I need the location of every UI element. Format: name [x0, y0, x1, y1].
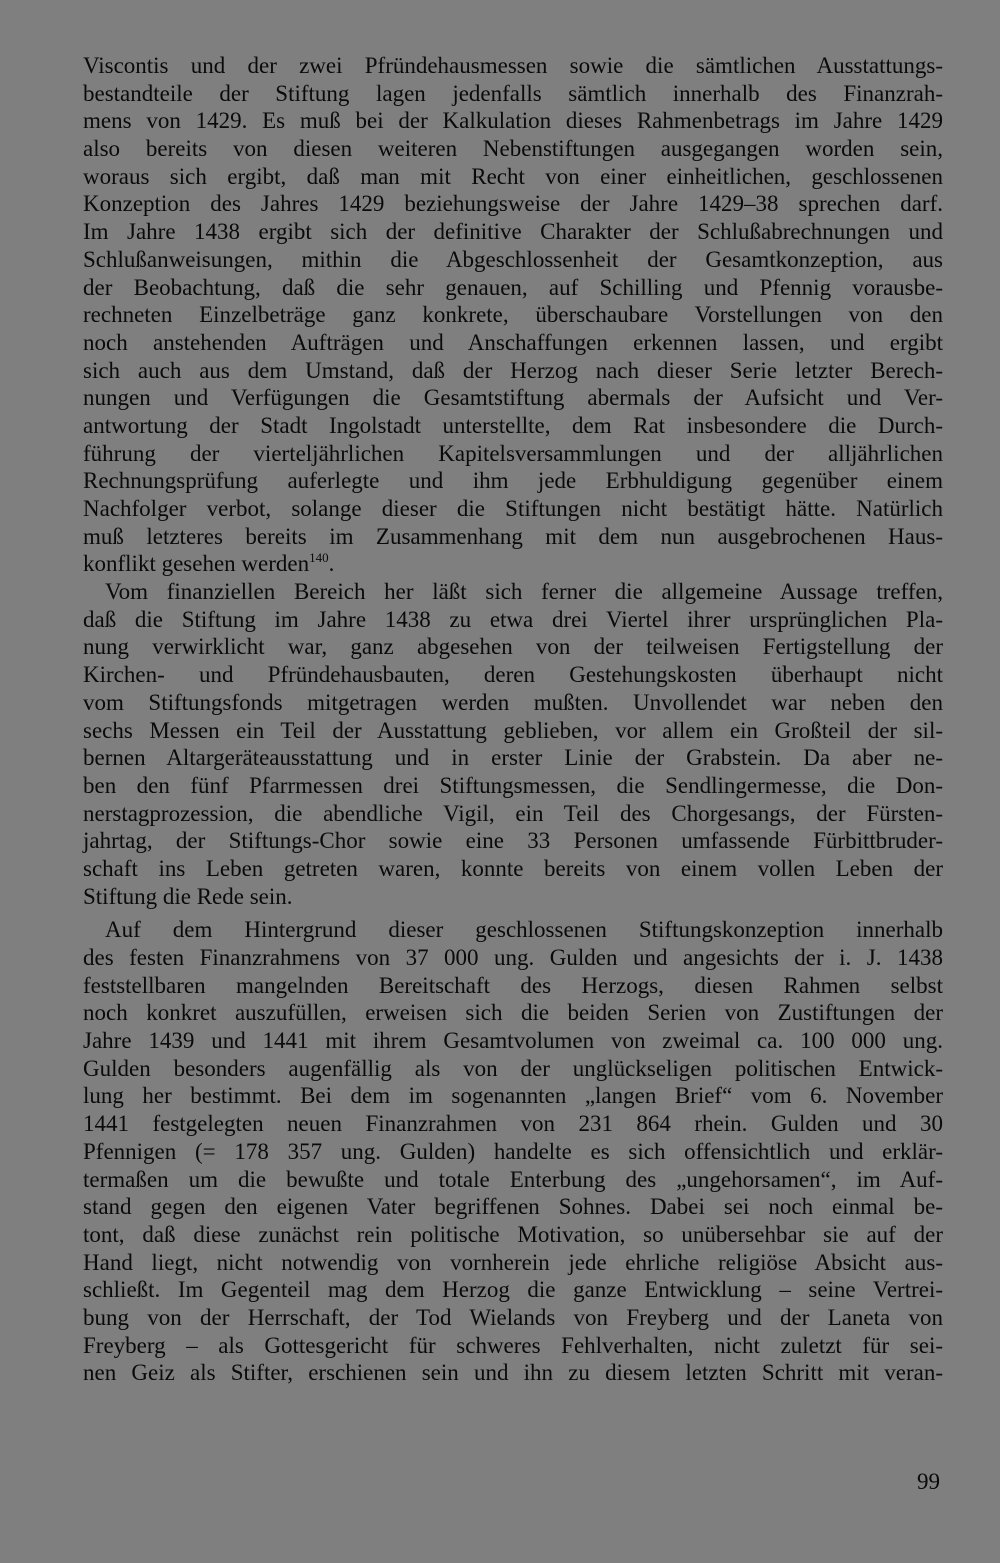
text-line: noch anstehenden Aufträgen und Anschaffungen erkennen lassen, und ergibt: [83, 329, 943, 355]
text-line: woraus sich ergibt, daß man mit Recht von einer einheitlichen, geschlossenen: [83, 163, 943, 189]
text-line: noch konkret auszufüllen, erweisen sich die beiden Serien von Zustiftungen der: [83, 1000, 943, 1026]
text-line: Im Jahre 1438 ergibt sich der definitive Charakter der Schlußabrechnungen und: [83, 219, 943, 245]
text-fragment: .: [328, 551, 335, 577]
text-line: also bereits von diesen weiteren Nebenstiftungen ausgegangen worden sein,: [83, 136, 943, 162]
text-line: schaft ins Leben getreten waren, konnte bereits von einem vollen Leben der: [83, 855, 943, 881]
text-line: muß letzteres bereits im Zusammenhang mit dem nun ausgebrochenen Haus-: [83, 523, 943, 549]
text-line: termaßen um die bewußte und totale Enterbung des „ungehorsamen“, im Auf-: [83, 1166, 943, 1192]
text-line: nerstagprozession, die abendliche Vigil, ein Teil des Chorgesangs, der Fürsten-: [83, 800, 943, 826]
page-body: [83, 52, 943, 1387]
text-line: stand gegen den eigenen Vater begriffenen Sohnes. Dabei sei noch einmal be-: [83, 1194, 943, 1220]
text-line: vom Stiftungsfonds mitgetragen werden mußten. Unvollendet war neben den: [83, 689, 943, 715]
text-line: feststellbaren mangelnden Bereitschaft des Herzogs, diesen Rahmen selbst: [83, 972, 943, 998]
text-line: sich auch aus dem Umstand, daß der Herzog nach dieser Serie letzter Berech-: [83, 357, 943, 383]
text-line: führung der vierteljährlichen Kapitelsversammlungen und der alljährlichen: [83, 440, 943, 466]
page-number: 99: [917, 1469, 940, 1494]
text-line: der Beobachtung, daß die sehr genauen, auf Schilling und Pfennig vorausbe-: [83, 274, 943, 300]
paragraph-2: [83, 578, 943, 910]
text-line: bung von der Herrschaft, der Tod Wielands von Freyberg und der Laneta von: [83, 1304, 943, 1330]
text-line: des festen Finanzrahmens von 37 000 ung. Gulden und angesichts der i. J. 1438: [83, 945, 943, 970]
text-line: tont, daß diese zunächst rein politische Motivation, so unübersehbar sie auf der: [83, 1221, 943, 1247]
text-line: Rechnungsprüfung auferlegte und ihm jede Erbhuldigung gegenüber einem: [83, 468, 943, 494]
text-line: bestandteile der Stiftung lagen jedenfalls sämtlich innerhalb des Finanzrah-: [83, 80, 943, 106]
text-line: rechneten Einzelbeträge ganz konkrete, überschaubare Vorstellungen von den: [83, 302, 943, 328]
text-line: ben den fünf Pfarrmessen drei Stiftungsmessen, die Sendlingermesse, die Don-: [83, 772, 943, 798]
text-line: mens von 1429. Es muß bei der Kalkulation dieses Rahmenbetrags im Jahre 1429: [83, 108, 943, 134]
text-line: sechs Messen ein Teil der Ausstattung geblieben, vor allem ein Großteil der sil-: [83, 717, 943, 743]
text-line: 1441 festgelegten neuen Finanzrahmen von 231 864 rhein. Gulden und 30: [83, 1111, 943, 1137]
text-fragment: konflikt gesehen werden: [83, 551, 310, 577]
text-line: Viscontis und der zwei Pfründehausmessen sowie die sämtlichen Ausstattungs-: [83, 53, 943, 78]
text-line: Vom finanziellen Bereich her läßt sich ferner die allgemeine Aussage treffen,: [105, 579, 943, 605]
text-line-last: [83, 550, 943, 578]
text-line: schließt. Im Gegenteil mag dem Herzog die ganze Entwicklung – seine Vertrei-: [83, 1277, 943, 1303]
text-line: Pfennigen (= 178 357 ung. Gulden) handelte es sich offensichtlich und erklär-: [83, 1138, 943, 1164]
text-line: Gulden besonders augenfällig als von der unglückseligen politischen Entwick-: [83, 1055, 943, 1081]
text-line: nen Geiz als Stifter, erschienen sein und ihn zu diesem letzten Schritt mit veran-: [83, 1360, 943, 1386]
text-line: daß die Stiftung im Jahre 1438 zu etwa drei Viertel ihrer ursprünglichen Pla-: [83, 606, 943, 632]
text-line: bernen Altargeräteausstattung und in erster Linie der Grabstein. Da aber ne-: [83, 745, 943, 771]
text-line: Hand liegt, nicht notwendig von vornherein jede ehrliche religiöse Absicht aus-: [83, 1249, 943, 1275]
text-line: nung verwirklicht war, ganz abgesehen von der teilweisen Fertigstellung der: [83, 634, 943, 660]
text-line: Auf dem Hintergrund dieser geschlossenen Stiftungskonzeption innerhalb: [105, 917, 943, 943]
text-line: lung her bestimmt. Bei dem im sogenannten „langen Brief“ vom 6. November: [83, 1083, 943, 1109]
text-line: jahrtag, der Stiftungs-Chor sowie eine 33 Personen umfassende Fürbittbruder-: [83, 828, 943, 854]
footnote-marker[interactable]: 140: [309, 550, 329, 566]
text-line: Freyberg – als Gottesgericht für schweres Fehlverhalten, nicht zuletzt für sei-: [83, 1332, 943, 1358]
text-line-last: Stiftung die Rede sein.: [83, 883, 293, 909]
text-line: Kirchen- und Pfründehausbauten, deren Gestehungskosten überhaupt nicht: [83, 662, 943, 688]
text-line: Jahre 1439 und 1441 mit ihrem Gesamtvolumen von zweimal ca. 100 000 ung.: [83, 1028, 943, 1054]
text-line: Nachfolger verbot, solange dieser die Stiftungen nicht bestätigt hätte. Natürlich: [83, 496, 943, 521]
paragraph-1: [83, 52, 943, 578]
paragraph-3: [83, 916, 943, 1387]
text-line: Schlußanweisungen, mithin die Abgeschlossenheit der Gesamtkonzeption, aus: [83, 246, 943, 272]
text-line: nungen und Verfügungen die Gesamtstiftung abermals der Aufsicht und Ver-: [83, 385, 943, 411]
text-line: antwortung der Stadt Ingolstadt unterstellte, dem Rat insbesondere die Durch-: [83, 412, 943, 438]
text-line: Konzeption des Jahres 1429 beziehungsweise der Jahre 1429–38 sprechen darf.: [83, 191, 943, 217]
